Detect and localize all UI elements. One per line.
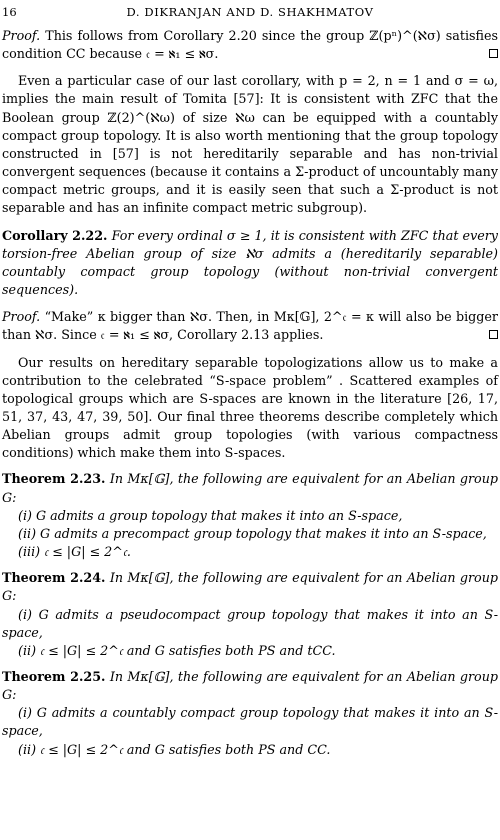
qed-square-icon: [489, 330, 498, 339]
theorem-2-24: [2, 569, 498, 660]
running-title: D. DIKRANJAN AND D. SHAKHMATOV: [126, 5, 374, 19]
theorem-2-25: [2, 668, 498, 759]
theorem-statement: In Mκ[𝔾], the following are equivalent for an Abelian group G:: [2, 570, 498, 604]
page-header: [2, 5, 498, 19]
theorem-item: (ii) G admits a precompact group topology that makes it into an S-space,: [18, 525, 487, 541]
theorem-statement: In Mκ[𝔾], the following are equivalent for an Abelian group G:: [2, 669, 498, 703]
paragraph-s-space: Our results on hereditary separable topologizations allow us to make a contribution to the celebrated “S-space problem” . Scattered examples of topological groups which are S-spaces are known in the literature [26, 17, 51, 37, 43, 47, 39, 50]. Our final three theorems describe completely which Abelian groups admit group topologies (with various compactness conditions) which make them into S-spaces.: [2, 354, 498, 461]
proof-label: Proof.: [2, 28, 41, 43]
qed-square-icon: [489, 49, 498, 58]
paragraph-tomita: Even a particular case of our last corollary, with p = 2, n = 1 and σ = ω, implies the main result of Tomita [57]: It is consistent with ZFC that the Boolean group ℤ(2)^(ℵω) of size ℵω can be equipped with a countably compact group topology. It is also worth mentioning that the group topology constructed in [57] is not hereditarily separable and has non-trivial convergent sequences (because it contains a Σ-product of uncountably many compact metric groups, and it is easily seen that such a Σ-product is not separable and has an infinite compact metric subgroup).: [2, 73, 498, 216]
theorem-label: Theorem 2.24.: [2, 570, 106, 586]
proof-paragraph-2: [2, 308, 498, 344]
theorem-item: (i) G admits a countably compact group topology that makes it into an S-space,: [2, 705, 498, 739]
theorem-item: (ii) 𝔠 ≤ |G| ≤ 2^𝔠 and G satisfies both PS and CC.: [18, 741, 331, 757]
page-number: 16: [2, 5, 17, 19]
theorem-item: (i) G admits a group topology that makes it into an S-space,: [18, 507, 403, 523]
proof-paragraph-1: [2, 27, 498, 63]
theorem-item: (i) G admits a pseudocompact group topology that makes it into an S-space,: [2, 606, 498, 640]
corollary-statement: For every ordinal σ ≥ 1, it is consistent with ZFC that every torsion-free Abelian group of size ℵσ admits a (hereditarily separable) countably compact group topology (without non-trivial convergent sequences).: [2, 227, 498, 298]
proof-text: “Make” κ bigger than ℵσ. Then, in Mκ[𝔾], 2^𝔠 = κ will also be bigger than ℵσ. Since 𝔠 = ℵ₁ ≤ ℵσ, Corollary 2.13 applies.: [2, 309, 498, 343]
corollary-label: Corollary 2.22.: [2, 227, 108, 243]
proof-text: This follows from Corollary 2.20 since the group ℤ(pⁿ)^(ℵσ) satisfies condition CC because 𝔠 = ℵ₁ ≤ ℵσ.: [2, 28, 498, 62]
theorem-label: Theorem 2.25.: [2, 669, 106, 684]
page-body: [2, 27, 498, 759]
theorem-2-23: [2, 470, 498, 561]
theorem-label: Theorem 2.23.: [2, 471, 106, 487]
corollary-2-22: [2, 227, 498, 300]
proof-label: Proof.: [2, 309, 41, 325]
theorem-statement: In Mκ[𝔾], the following are equivalent for an Abelian group G:: [2, 471, 498, 505]
theorem-item: (iii) 𝔠 ≤ |G| ≤ 2^𝔠.: [18, 544, 131, 560]
theorem-item: (ii) 𝔠 ≤ |G| ≤ 2^𝔠 and G satisfies both PS and tCC.: [18, 642, 336, 658]
